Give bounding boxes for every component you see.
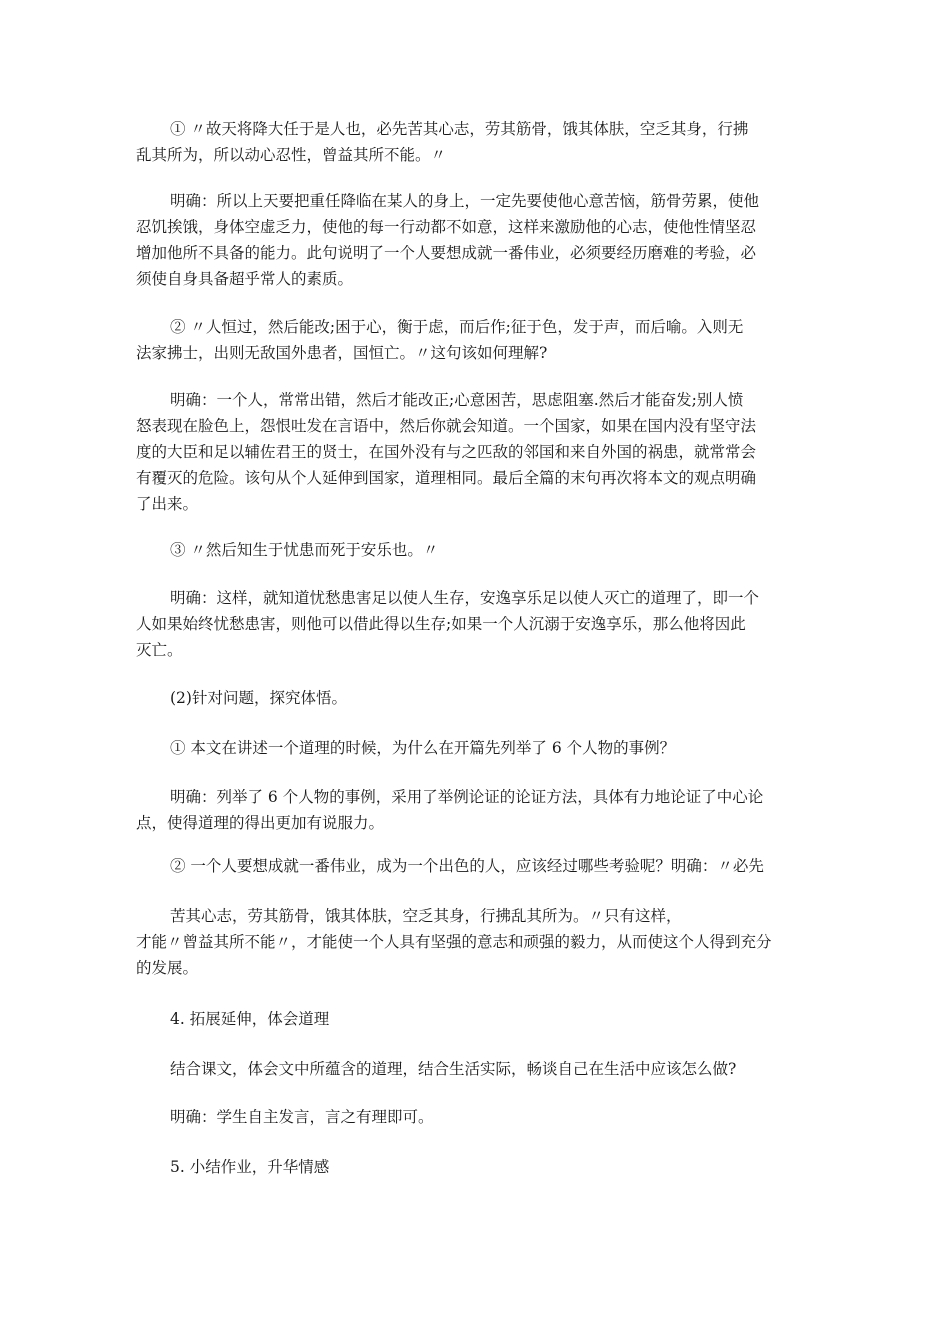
text-line: 法家拂士，出则无敌国外患者，国恒亡。〃这句该如何理解? xyxy=(136,344,548,362)
text-line: ③ 〃然后知生于忧患而死于安乐也。〃 xyxy=(170,541,439,559)
text-line: 5. 小结作业，升华情感 xyxy=(170,1158,330,1176)
text-line: (2)针对问题，探究体悟。 xyxy=(170,689,347,707)
text-line: ② 〃人恒过，然后能改;困于心，衡于虑，而后作;征于色，发于声，而后喻。入则无 xyxy=(170,318,744,336)
text-line: 苦其心志，劳其筋骨，饿其体肤，空乏其身，行拂乱其所为。〃只有这样， xyxy=(170,907,682,925)
answer-paragraph-4 xyxy=(136,1104,818,1130)
text-line: 有覆灭的危险。该句从个人延伸到国家，道理相同。最后全篇的末句再次将本文的观点明确 xyxy=(136,469,757,487)
text-line: 点，使得道理的得出更加有说服力。 xyxy=(136,814,385,832)
text-line: 须使自身具备超乎常人的素质。 xyxy=(136,270,354,288)
text-line: 明确：这样，就知道忧愁患害足以使人生存，安逸享乐足以使人灭亡的道理了，即一个 xyxy=(170,589,760,607)
explanation-paragraph-2 xyxy=(136,387,818,517)
quote-paragraph-3 xyxy=(136,537,818,563)
text-line: ② 一个人要想成就一番伟业，成为一个出色的人，应该经过哪些考验呢？明确：〃必先 xyxy=(170,857,764,875)
text-line: ① 〃故天将降大任于是人也，必先苦其心志，劳其筋骨，饿其体肤，空乏其身，行拂 xyxy=(170,120,749,138)
text-line: 了出来。 xyxy=(136,495,199,513)
text-line: 的发展。 xyxy=(136,959,199,977)
text-line: 明确：一个人，常常出错，然后才能改正;心意困苦，思虑阻塞.然后才能奋发;别人愤 xyxy=(170,391,744,409)
text-line: 怒表现在脸色上，怨恨吐发在言语中，然后你就会知道。一个国家，如果在国内没有坚守法 xyxy=(136,417,757,435)
quote-paragraph-1 xyxy=(136,116,818,168)
text-line: 人如果始终忧愁患害，则他可以借此得以生存;如果一个人沉溺于安逸享乐，那么他将因此 xyxy=(136,615,746,633)
answer-paragraph-1 xyxy=(136,784,818,836)
text-line: 明确：列举了 6 个人物的事例，采用了举例论证的论证方法，具体有力地论证了中心论 xyxy=(170,788,764,806)
text-line: 4. 拓展延伸，体会道理 xyxy=(170,1010,330,1028)
explanation-paragraph-3 xyxy=(136,585,818,663)
text-line: 才能〃曾益其所不能〃，才能使一个人具有坚强的意志和顽强的毅力，从而使这个人得到充分 xyxy=(136,933,772,951)
section-heading-2 xyxy=(136,685,818,711)
section-heading-5 xyxy=(136,1154,818,1180)
text-line: 度的大臣和足以辅佐君王的贤士，在国外没有与之匹敌的邻国和来自外国的祸患，就常常会 xyxy=(136,443,757,461)
text-line: 忍饥挨饿，身体空虚乏力，使他的每一行动都不如意，这样来激励他的心志，使他性情坚忍 xyxy=(136,218,757,236)
quote-paragraph-2 xyxy=(136,314,818,366)
question-paragraph-2 xyxy=(136,853,818,879)
text-line: ① 本文在讲述一个道理的时候，为什么在开篇先列举了 6 个人物的事例？ xyxy=(170,739,676,757)
question-paragraph-1 xyxy=(136,735,818,761)
section-heading-4 xyxy=(136,1006,818,1032)
text-line: 明确：学生自主发言，言之有理即可。 xyxy=(170,1108,434,1126)
answer-paragraph-2 xyxy=(136,903,818,981)
task-paragraph-4 xyxy=(136,1056,818,1082)
text-line: 乱其所为，所以动心忍性，曾益其所不能。〃 xyxy=(136,146,447,164)
text-line: 明确：所以上天要把重任降临在某人的身上，一定先要使他心意苦恼，筋骨劳累，使他 xyxy=(170,192,760,210)
text-line: 增加他所不具备的能力。此句说明了一个人要想成就一番伟业，必须要经历磨难的考验，必 xyxy=(136,244,757,262)
text-line: 灭亡。 xyxy=(136,641,183,659)
text-line: 结合课文，体会文中所蕴含的道理，结合生活实际，畅谈自己在生活中应该怎么做? xyxy=(170,1060,737,1078)
explanation-paragraph-1 xyxy=(136,188,818,292)
